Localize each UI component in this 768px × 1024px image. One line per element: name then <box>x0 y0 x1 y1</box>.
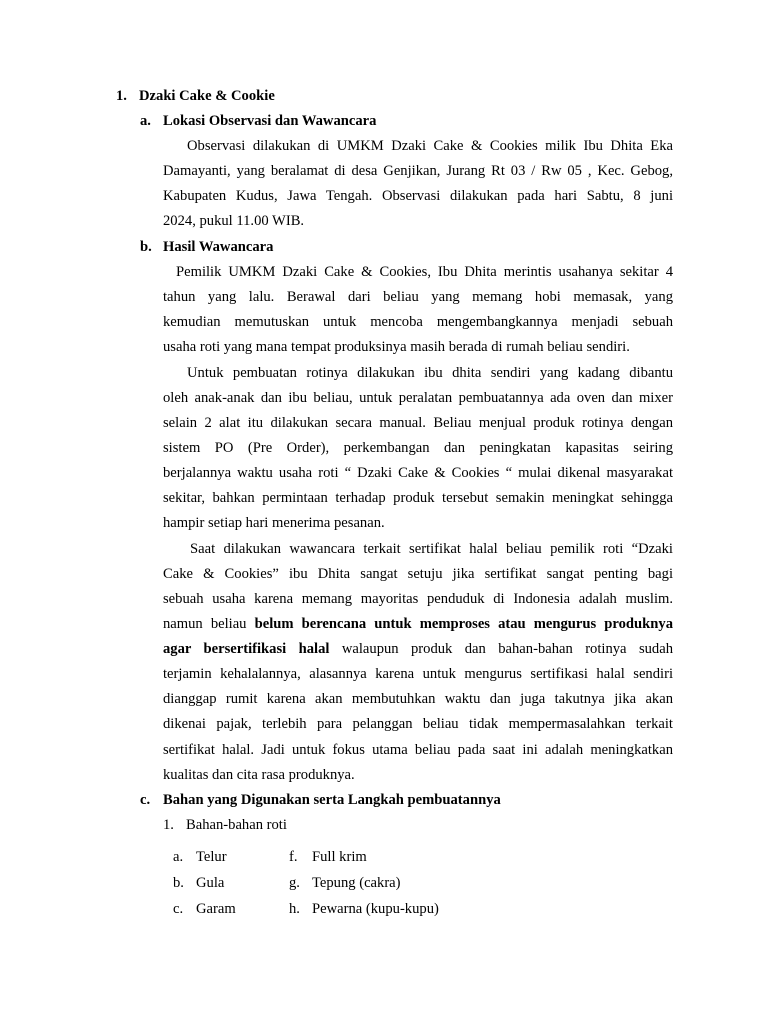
sub-b-p2-line-7: hampir setiap hari menerima pesanan. <box>163 515 385 531</box>
sub-b-p2-line-5: berjalannya waktu usaha roti “ Dzaki Cake & Cookies “ mulai dikenal masyarakat <box>163 465 673 481</box>
ingredient-letter: h. <box>289 901 300 917</box>
ingredient-name: Full krim <box>312 849 367 865</box>
sub-a-line-3: Kabupaten Kudus, Jawa Tengah. Observasi dilakukan pada hari Sabtu, 8 juni <box>163 188 673 204</box>
sub-b-p3-line-7: dianggap rumit karena akan membutuhkan waktu dan juga takutnya jika akan <box>163 691 673 707</box>
sub-b-p3-line-10: kualitas dan cita rasa produknya. <box>163 767 355 783</box>
sub-b-p3-line-9: sertifikat halal. Jadi untuk fokus utama beliau pada saat ini adalah meningkatkan <box>163 742 673 758</box>
section-number: 1. <box>116 88 127 104</box>
sub-b-p3-line-1: Saat dilakukan wawancara terkait sertifikat halal beliau pemilik roti “Dzaki <box>190 541 673 557</box>
sub-b-p1-line-3: kemudian memutuskan untuk mencoba mengembangkannya menjadi sebuah <box>163 314 673 330</box>
list-1-number: 1. <box>163 817 174 833</box>
ingredient-letter: a. <box>173 849 184 865</box>
ingredient-letter: b. <box>173 875 184 891</box>
sub-c-title: Bahan yang Digunakan serta Langkah pembuatannya <box>163 792 501 808</box>
sub-b-p1-line-2: tahun yang lalu. Berawal dari beliau yang memang hobi memasak, yang <box>163 289 673 305</box>
sub-b-p3-line-4 <box>163 616 673 633</box>
sub-b-p1-line-1: Pemilik UMKM Dzaki Cake & Cookies, Ibu Dhita merintis usahanya sekitar 4 <box>176 264 673 280</box>
ingredient-name: Pewarna (kupu-kupu) <box>312 901 439 917</box>
sub-b-title: Hasil Wawancara <box>163 239 274 255</box>
sub-b-p2-line-1: Untuk pembuatan rotinya dilakukan ibu dhita sendiri yang kadang dibantu <box>187 365 673 381</box>
sub-b-p1-line-4: usaha roti yang mana tempat produksinya masih berada di rumah beliau sendiri. <box>163 339 630 355</box>
sub-b-p3-line-4-pre: namun beliau <box>163 616 255 632</box>
sub-a-line-1: Observasi dilakukan di UMKM Dzaki Cake & Cookies milik Ibu Dhita Eka <box>187 138 673 154</box>
ingredient-name: Tepung (cakra) <box>312 875 401 891</box>
sub-a-line-2: Damayanti, yang beralamat di desa Genjikan, Jurang Rt 03 / Rw 05 , Kec. Gebog, <box>163 163 673 179</box>
sub-b-p3-line-3: sebuah usaha karena memang mayoritas penduduk di Indonesia adalah muslim. <box>163 591 673 607</box>
sub-b-p2-line-3: selain 2 alat itu dilakukan secara manual. Beliau menjual produk rotinya dengan <box>163 415 673 431</box>
sub-b-p3-line-8: dikenai pajak, terlebih para pelanggan beliau tidak mempermasalahkan terkait <box>163 716 673 732</box>
sub-b-p2-line-2: oleh anak-anak dan ibu beliau, untuk peralatan pembuatannya ada oven dan mixer <box>163 390 673 406</box>
sub-b-p3-line-5-post: walaupun produk dan bahan-bahan rotinya sudah <box>329 641 673 657</box>
sub-a-letter: a. <box>140 113 151 129</box>
ingredient-name: Gula <box>196 875 225 891</box>
sub-c-letter: c. <box>140 792 151 808</box>
sub-b-p3-line-5-bold: agar bersertifikasi halal <box>163 641 330 657</box>
sub-b-p2-line-4: sistem PO (Pre Order), perkembangan dan peningkatan kapasitas seiring <box>163 440 673 456</box>
sub-a-title: Lokasi Observasi dan Wawancara <box>163 113 377 129</box>
sub-b-letter: b. <box>140 239 152 255</box>
sub-a-line-4: 2024, pukul 11.00 WIB. <box>163 213 305 229</box>
ingredient-letter: g. <box>289 875 300 891</box>
sub-b-p3-line-4-bold: belum berencana untuk memproses atau mengurus produknya <box>254 616 673 632</box>
sub-b-p3-line-2: Cake & Cookies” ibu Dhita sangat setuju jika sertifikat sangat penting bagi <box>163 566 673 582</box>
section-title: Dzaki Cake & Cookie <box>139 88 275 104</box>
ingredient-letter: f. <box>289 849 298 865</box>
ingredient-name: Telur <box>196 849 227 865</box>
ingredient-name: Garam <box>196 901 236 917</box>
sub-b-p3-line-5 <box>163 641 673 658</box>
sub-b-p3-line-6: terjamin kehalalannya, alasannya karena untuk mengurus sertifikasi halal sendiri <box>163 666 673 682</box>
sub-b-p2-line-6: sekitar, bahkan permintaan terhadap produk tersebut semakin meningkat sehingga <box>163 490 673 506</box>
list-1-title: Bahan-bahan roti <box>186 817 287 833</box>
ingredient-letter: c. <box>173 901 184 917</box>
